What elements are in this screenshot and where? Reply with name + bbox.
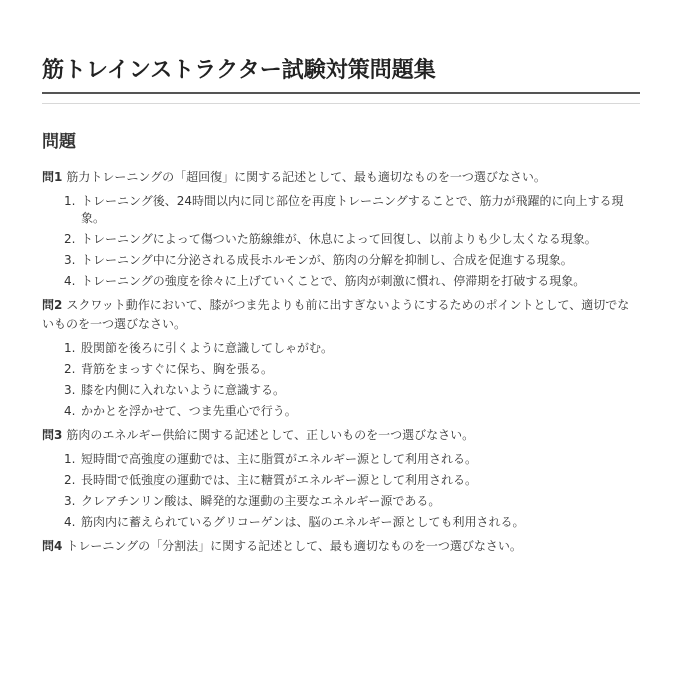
title-divider [42, 103, 640, 104]
question-text: 筋肉のエネルギー供給に関する記述として、正しいものを一つ選びなさい。 [66, 428, 475, 442]
choice-item [64, 193, 640, 227]
question-text: 筋力トレーニングの「超回復」に関する記述として、最も適切なものを一つ選びなさい。 [66, 170, 546, 184]
question-1 [42, 168, 640, 290]
question-stem [42, 168, 640, 187]
choice-text: トレーニングの強度を徐々に上げていくことで、筋肉が刺激に慣れ、停滞期を打破する現象。 [81, 274, 586, 288]
choice-item [64, 382, 640, 399]
choice-number: 2. [64, 232, 76, 246]
choice-list [42, 340, 640, 420]
choice-item [64, 361, 640, 378]
question-stem [42, 426, 640, 445]
question-number: 問1 [42, 170, 63, 184]
choice-text: トレーニング後、24時間以内に同じ部位を再度トレーニングすることで、筋力が飛躍的に向上する現象。 [81, 194, 624, 225]
choice-text: 筋肉内に蓄えられているグリコーゲンは、脳のエネルギー源としても利用される。 [81, 515, 525, 529]
question-3 [42, 426, 640, 531]
question-text: トレーニングの「分割法」に関する記述として、最も適切なものを一つ選びなさい。 [66, 539, 522, 553]
choice-item [64, 340, 640, 357]
choice-item [64, 252, 640, 269]
choice-number: 1. [64, 452, 76, 466]
choice-number: 4. [64, 404, 76, 418]
choice-text: 背筋をまっすぐに保ち、胸を張る。 [81, 362, 274, 376]
choice-text: 膝を内側に入れないように意識する。 [81, 383, 286, 397]
choice-item [64, 514, 640, 531]
choice-item [64, 273, 640, 290]
choice-item [64, 403, 640, 420]
choice-number: 2. [64, 362, 76, 376]
choice-number: 4. [64, 515, 76, 529]
choice-number: 4. [64, 274, 76, 288]
question-2 [42, 296, 640, 420]
choice-number: 1. [64, 194, 76, 208]
choice-item [64, 472, 640, 489]
choice-number: 2. [64, 473, 76, 487]
question-text: スクワット動作において、膝がつま先よりも前に出すぎないようにするためのポイントとして、適切でないものを一つ選びなさい。 [42, 298, 630, 331]
section-heading: 問題 [42, 132, 76, 152]
choice-list [42, 451, 640, 531]
choice-text: 股関節を後ろに引くように意識してしゃがむ。 [81, 341, 334, 355]
question-number: 問2 [42, 298, 63, 312]
question-stem [42, 537, 640, 556]
choice-number: 3. [64, 383, 76, 397]
choice-text: トレーニング中に分泌される成長ホルモンが、筋肉の分解を抑制し、合成を促進する現象。 [81, 253, 573, 267]
choice-number: 1. [64, 341, 76, 355]
question-stem [42, 296, 640, 334]
choice-text: トレーニングによって傷ついた筋線維が、休息によって回復し、以前よりも少し太くなる現象。 [81, 232, 597, 246]
choice-list [42, 193, 640, 290]
choice-item [64, 493, 640, 510]
question-4 [42, 537, 640, 556]
question-number: 問4 [42, 539, 63, 553]
choice-item [64, 231, 640, 248]
choice-number: 3. [64, 494, 76, 508]
choice-text: 長時間で低強度の運動では、主に糖質がエネルギー源として利用される。 [81, 473, 478, 487]
choice-item [64, 451, 640, 468]
choice-text: クレアチンリン酸は、瞬発的な運動の主要なエネルギー源である。 [81, 494, 441, 508]
document-title: 筋トレインストラクター試験対策問題集 [42, 52, 640, 94]
choice-number: 3. [64, 253, 76, 267]
choice-text: 短時間で高強度の運動では、主に脂質がエネルギー源として利用される。 [81, 452, 478, 466]
question-number: 問3 [42, 428, 63, 442]
choice-text: かかとを浮かせて、つま先重心で行う。 [81, 404, 297, 418]
